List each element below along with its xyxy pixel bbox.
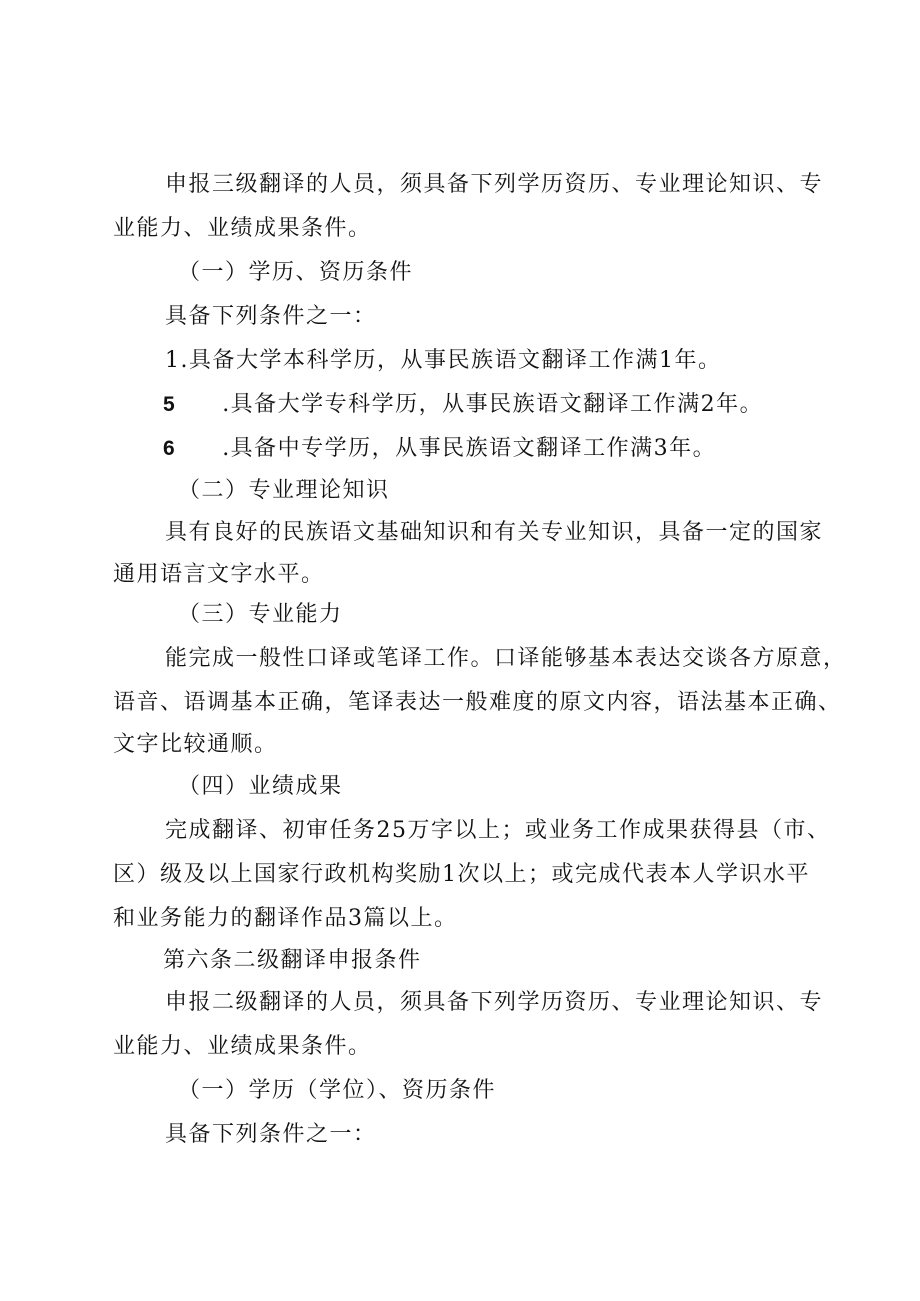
list-item-number: 5	[163, 393, 177, 416]
paragraph-line: 和业务能力的翻译作品3篇以上。	[113, 906, 458, 931]
list-item-text: .具备大学专科学历，从事民族语文翻译工作满2年。	[222, 392, 764, 417]
section-heading: （三）专业能力	[178, 602, 343, 627]
paragraph-line: 区）级及以上国家行政机构奖励1次以上；或完成代表本人学识水平	[113, 862, 810, 887]
list-item	[163, 390, 763, 420]
paragraph-line: 通用语言文字水平。	[113, 562, 325, 587]
paragraph-line: 语音、语调基本正确，笔译表达一般难度的原文内容，语法基本正确、	[113, 690, 842, 715]
paragraph-line: 具备下列条件之一：	[165, 1122, 377, 1147]
list-item	[163, 434, 716, 464]
paragraph-line: 业能力、业绩成果条件。	[113, 216, 372, 241]
section-heading: （二）专业理论知识	[178, 478, 390, 503]
section-heading: （四）业绩成果	[178, 774, 343, 799]
paragraph-line: 文字比较通顺。	[113, 732, 278, 757]
paragraph-line: 完成翻译、初审任务25万字以上；或业务工作成果获得县（市、	[165, 818, 831, 843]
list-item-number: 6	[163, 437, 177, 460]
section-heading: （一）学历、资历条件	[178, 260, 414, 285]
paragraph-line: 能完成一般性口译或笔译工作。口译能够基本表达交谈各方原意，	[165, 646, 847, 671]
paragraph-line: 业能力、业绩成果条件。	[113, 1034, 372, 1059]
list-item-text: .具备中专学历，从事民族语文翻译工作满3年。	[222, 436, 717, 461]
article-heading: 第六条二级翻译申报条件	[163, 948, 422, 973]
paragraph-line: 具有良好的民族语文基础知识和有关专业知识，具备一定的国家	[165, 520, 824, 545]
section-heading: （一）学历（学位）、资历条件	[178, 1078, 497, 1103]
list-item: 1.具备大学本科学历，从事民族语文翻译工作满1年。	[165, 348, 722, 373]
paragraph-line: 申报三级翻译的人员，须具备下列学历资历、专业理论知识、专	[165, 172, 824, 197]
paragraph-line: 具备下列条件之一：	[165, 304, 377, 329]
paragraph-line: 申报二级翻译的人员，须具备下列学历资历、专业理论知识、专	[165, 990, 824, 1015]
